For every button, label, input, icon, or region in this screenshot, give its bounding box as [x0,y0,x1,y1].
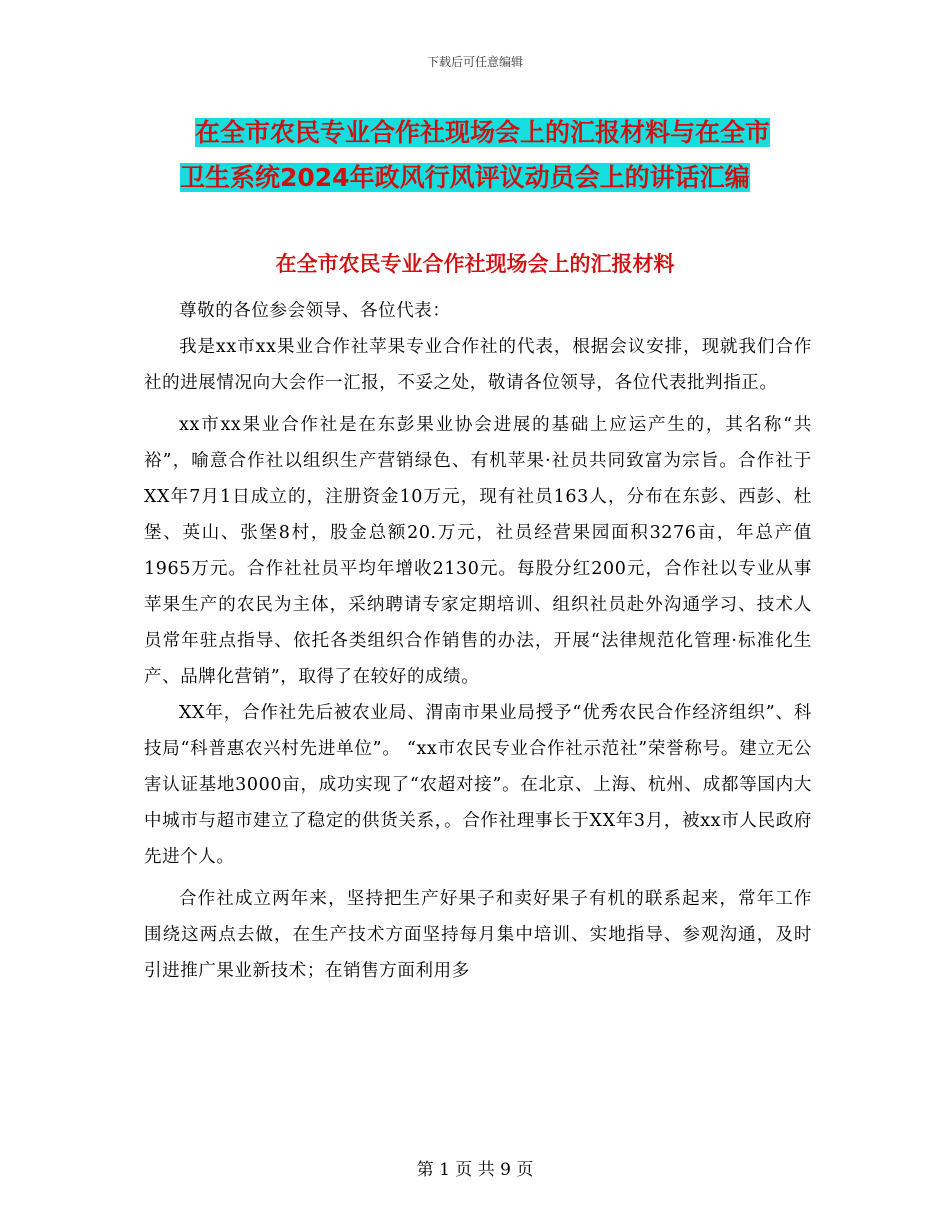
document-title-line-1 [180,110,820,155]
paragraph: 合作社成立两年来，坚持把生产好果子和卖好果子有机的联系起来，常年工作围绕这两点去做，在生产技术方面坚持每月集中培训、实地指导、参观沟通，及时引进推广果业新技术；在销售方面利用多 [144,889,812,981]
paragraph: 我是xx市xx果业合作社苹果专业合作社的代表，根据会议安排，现就我们合作社的进展情况向大会作一汇报，不妥之处，敬请各位领导，各位代表批判指正。 [144,337,812,393]
title-highlight: 卫生系统2024年政风行风评议动员会上的讲话汇编 [180,163,750,192]
paragraph: xx市xx果业合作社是在东彭果业协会进展的基础上应运产生的，其名称“共裕”，喻意合作社以组织生产营销绿色、有机苹果·社员共同致富为宗旨。合作社于XX年7月1日成立的，注册资金10万元，现有社员163人，分布在东彭、西彭、杜堡、英山、张堡8村，股金总额20.万元，社员经营果园面积3276亩，年总产值1965万元。合作社社员平均年增收2130元。每股分红200元，合作社以专业从事苹果生产的农民为主体，采纳聘请专家定期培训、组织社员赴外沟通学习、技术人员常年驻点指导、依托各类组织合作销售的办法，开展“法律规范化管理·标准化生产、品牌化营销”，取得了在较好的成绩。 [144,415,812,687]
paragraph-salutation: 尊敬的各位参会领导、各位代表： [179,301,451,321]
page-header-note: 下载后可任意编辑 [426,55,523,69]
page-footer: 第 1 页 共 9 页 [416,1160,534,1180]
document-title-line-2 [180,155,820,200]
section-title: 在全市农民专业合作社现场会上的汇报材料 [275,252,675,276]
title-highlight: 在全市农民专业合作社现场会上的汇报材料与在全市 [195,118,771,147]
paragraph: XX年，合作社先后被农业局、渭南市果业局授予“优秀农民合作经济组织”、科技局“科普惠农兴村先进单位”。 “xx市农民专业合作社示范社”荣誉称号。建立无公害认证基地3000亩，成功实现了“农超对接”。在北京、上海、杭州、成都等国内大中城市与超市建立了稳定的供货关系，。合作社理事长于XX年3月，被xx市人民政府先进个人。 [144,703,812,867]
document-body [144,293,812,989]
document-title [180,110,820,200]
